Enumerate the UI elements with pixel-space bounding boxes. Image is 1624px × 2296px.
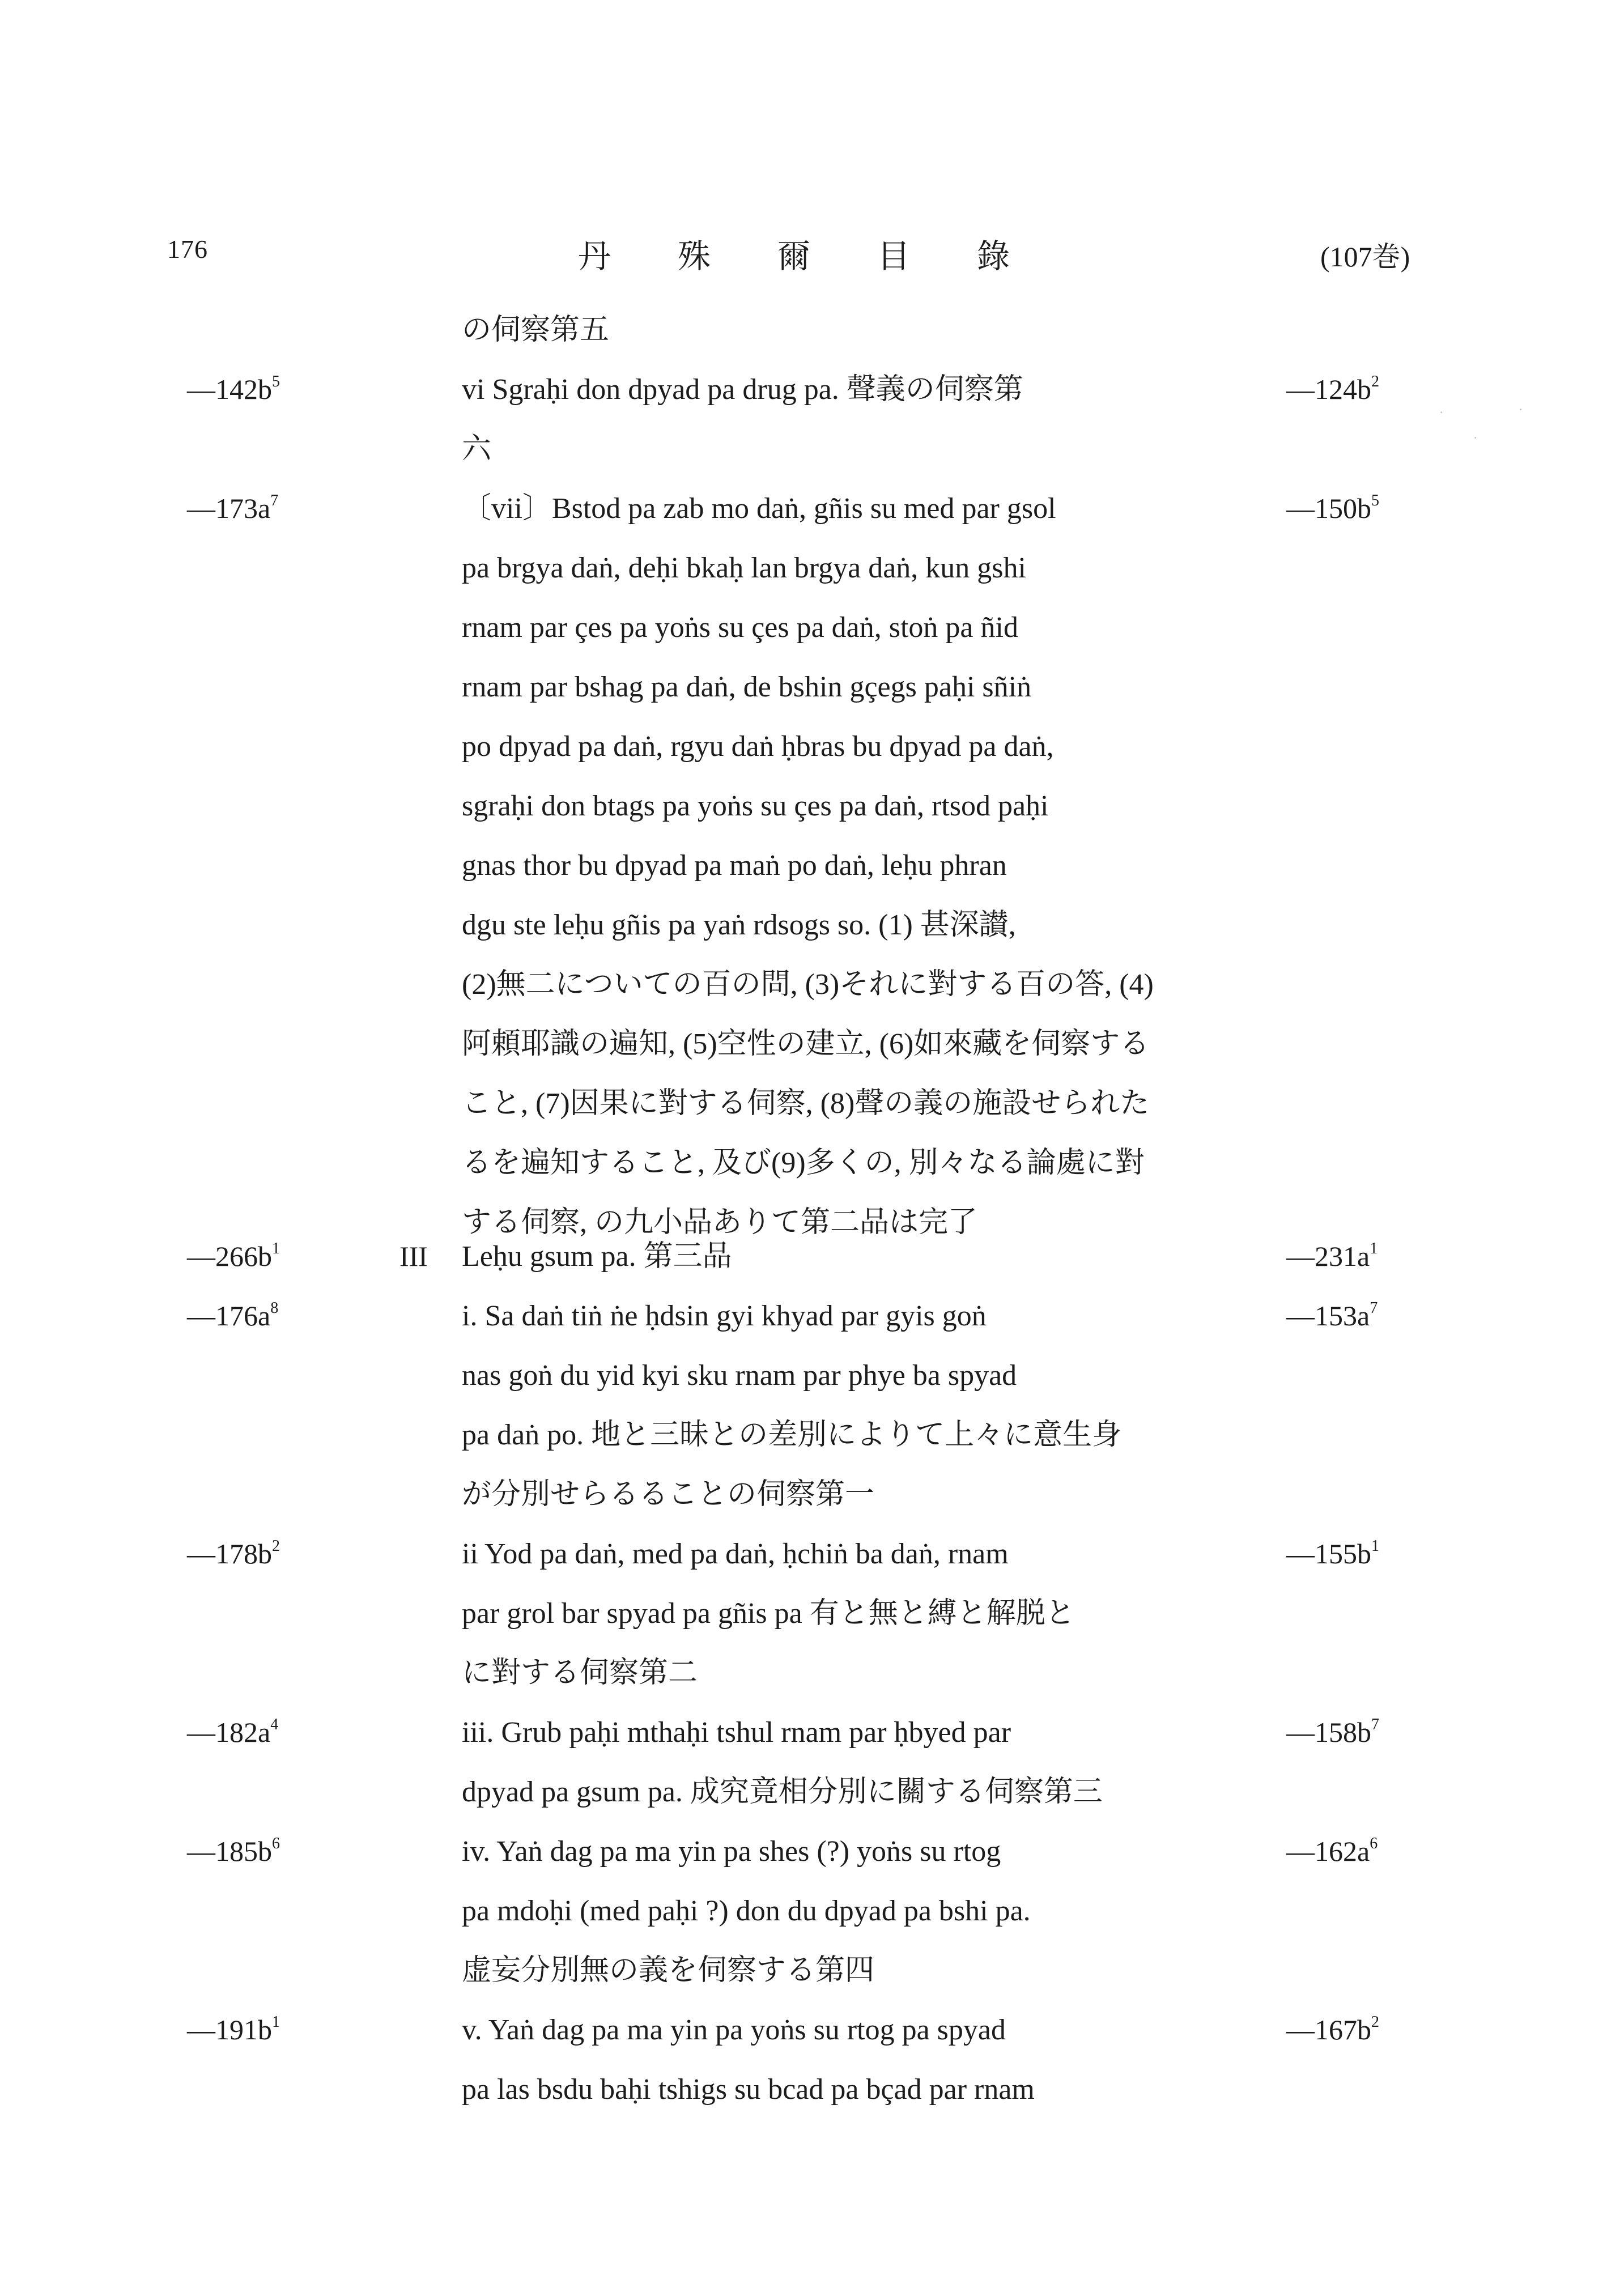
- right-folio-line: 7: [1371, 1716, 1379, 1733]
- text-line: v. Yaṅ dag pa ma yin pa yoṅs su rtog pa spyad: [462, 2014, 1006, 2046]
- text-line: rnam par çes pa yoṅs su çes pa daṅ, stoṅ pa ñid: [462, 611, 1018, 644]
- text-line: dgu ste leḥu gñis pa yaṅ rdsogs so. (1) 甚深讃,: [462, 909, 1016, 941]
- page-title: 丹殊爾目錄: [578, 238, 1077, 275]
- right-folio-ref: [1286, 1524, 1379, 1584]
- left-folio-line: 5: [272, 373, 280, 390]
- text-line: iv. Yaṅ dag pa ma yin pa shes (?) yoṅs su rtog: [462, 1835, 1001, 1868]
- left-folio-ref: [187, 360, 280, 419]
- left-folio-text: —176a: [187, 1300, 271, 1332]
- right-folio-text: —155b: [1286, 1538, 1371, 1570]
- right-folio-text: —231a: [1286, 1240, 1370, 1272]
- right-folio-line: 6: [1370, 1835, 1378, 1852]
- left-folio-text: —142b: [187, 373, 272, 405]
- entry-text: [462, 1703, 1176, 1822]
- right-folio-ref: [1286, 1703, 1379, 1762]
- text-line: pa mdoḥi (med paḥi ?) don du dpyad pa bshi pa.: [462, 1895, 1031, 1927]
- left-folio-text: —266b: [187, 1240, 272, 1272]
- text-line: sgraḥi don btags pa yoṅs su çes pa daṅ, rtsod paḥi: [462, 790, 1049, 822]
- text-line: する伺察, の九小品ありて第二品は完了: [462, 1206, 978, 1239]
- text-line: 阿頼耶識の遍知, (5)空性の建立, (6)如來藏を伺察する: [462, 1028, 1150, 1060]
- page-number: 176: [167, 235, 208, 263]
- left-folio-ref: [187, 1524, 280, 1584]
- text-line: の伺察第五: [462, 314, 610, 346]
- left-folio-ref: [187, 1286, 278, 1346]
- left-folio-line: 7: [270, 492, 279, 509]
- text-line: nas goṅ du yid kyi sku rnam par phye ba spyad: [462, 1359, 1017, 1392]
- left-folio-text: —182a: [187, 1716, 271, 1748]
- text-line: rnam par bshag pa daṅ, de bshin gçegs paḥi sñiṅ: [462, 671, 1032, 703]
- text-line: iii. Grub paḥi mthaḥi tshul rnam par ḥbyed par: [462, 1716, 1011, 1749]
- right-folio-line: 5: [1371, 492, 1379, 509]
- entry-text: [462, 1286, 1176, 1524]
- right-folio-text: —153a: [1286, 1300, 1370, 1332]
- left-folio-text: —173a: [187, 492, 271, 524]
- right-folio-ref: [1286, 1286, 1378, 1346]
- chapter-numeral: III: [399, 1240, 428, 1272]
- text-line: pa daṅ po. 地と三昧との差別によりて上々に意生身: [462, 1419, 1122, 1451]
- entry-text: [462, 300, 1176, 360]
- entry-text: [462, 1524, 1176, 1703]
- left-folio-text: —185b: [187, 1835, 272, 1867]
- volume-label: (107巻): [1320, 241, 1410, 273]
- right-folio-ref: [1286, 1227, 1378, 1286]
- right-folio-line: 7: [1370, 1299, 1378, 1317]
- text-line: pa brgya daṅ, deḥi bkaḥ lan brgya daṅ, kun gshi: [462, 552, 1026, 584]
- left-folio-ref: [187, 479, 278, 538]
- scan-speck: ·: [1439, 405, 1444, 419]
- text-line: こと, (7)因果に對する伺察, (8)聲の義の施設せられた: [462, 1087, 1150, 1120]
- left-folio-ref: [187, 1703, 278, 1762]
- scan-speck: ·: [1519, 402, 1523, 416]
- right-folio-line: 1: [1371, 1537, 1379, 1555]
- left-folio-ref: [187, 2000, 280, 2060]
- text-line: vi Sgraḥi don dpyad pa drug pa. 聲義の伺察第: [462, 373, 1023, 406]
- scan-speck: ·: [1473, 431, 1478, 445]
- text-line: 虚妄分別無の義を伺察する第四: [462, 1954, 875, 1987]
- text-line: par grol bar spyad pa gñis pa 有と無と縛と解脱と: [462, 1597, 1075, 1630]
- entry-text: [462, 1822, 1176, 2000]
- right-folio-ref: [1286, 1822, 1378, 1881]
- entry-text: [462, 360, 1176, 479]
- right-folio-ref: [1286, 360, 1379, 419]
- text-line: ii Yod pa daṅ, med pa daṅ, ḥchiṅ ba daṅ, rnam: [462, 1538, 1009, 1570]
- left-folio-ref: [187, 1227, 280, 1286]
- left-folio-line: 1: [272, 2013, 280, 2031]
- text-line: に對する伺察第二: [462, 1657, 698, 1689]
- text-line: (2)無二についての百の問, (3)それに對する百の答, (4): [462, 968, 1154, 1001]
- left-folio-text: —191b: [187, 2014, 272, 2046]
- text-line: が分別せらるることの伺察第一: [462, 1478, 875, 1511]
- text-line: i. Sa daṅ tiṅ ṅe ḥdsin gyi khyad par gyis goṅ: [462, 1300, 987, 1332]
- right-folio-text: —150b: [1286, 492, 1371, 524]
- right-folio-line: 2: [1371, 2013, 1379, 2031]
- right-folio-ref: [1286, 2000, 1379, 2060]
- left-folio-line: 6: [272, 1835, 280, 1852]
- left-folio-line: 8: [270, 1299, 279, 1317]
- right-folio-line: 2: [1371, 373, 1379, 390]
- text-line: 〔vii〕Bstod pa zab mo daṅ, gñis su med par gsol: [462, 492, 1056, 525]
- entry-text: [462, 479, 1176, 1252]
- text-line: 六: [462, 433, 492, 465]
- left-folio-line: 2: [272, 1537, 280, 1555]
- left-folio-text: —178b: [187, 1538, 272, 1570]
- right-folio-text: —124b: [1286, 373, 1371, 405]
- right-folio-text: —162a: [1286, 1835, 1370, 1867]
- left-folio-line: 4: [270, 1716, 279, 1733]
- text-line: るを遍知すること, 及び(9)多くの, 別々なる論處に對: [462, 1147, 1145, 1179]
- text-line: dpyad pa gsum pa. 成究竟相分別に關する伺察第三: [462, 1776, 1103, 1808]
- text-line: gnas thor bu dpyad pa maṅ po daṅ, leḥu phran: [462, 849, 1007, 882]
- text-line: Leḥu gsum pa. 第三品: [462, 1240, 732, 1273]
- text-line: po dpyad pa daṅ, rgyu daṅ ḥbras bu dpyad pa daṅ,: [462, 730, 1054, 763]
- left-folio-line: 1: [272, 1240, 280, 1257]
- right-folio-ref: [1286, 479, 1379, 538]
- right-folio-text: —158b: [1286, 1716, 1371, 1748]
- entry-text: [462, 1227, 1176, 1286]
- text-line: pa las bsdu baḥi tshigs su bcad pa bçad par rnam: [462, 2073, 1035, 2106]
- left-folio-ref: [187, 1822, 280, 1881]
- right-folio-text: —167b: [1286, 2014, 1371, 2046]
- entry-text: [462, 2000, 1176, 2119]
- right-folio-line: 1: [1370, 1240, 1378, 1257]
